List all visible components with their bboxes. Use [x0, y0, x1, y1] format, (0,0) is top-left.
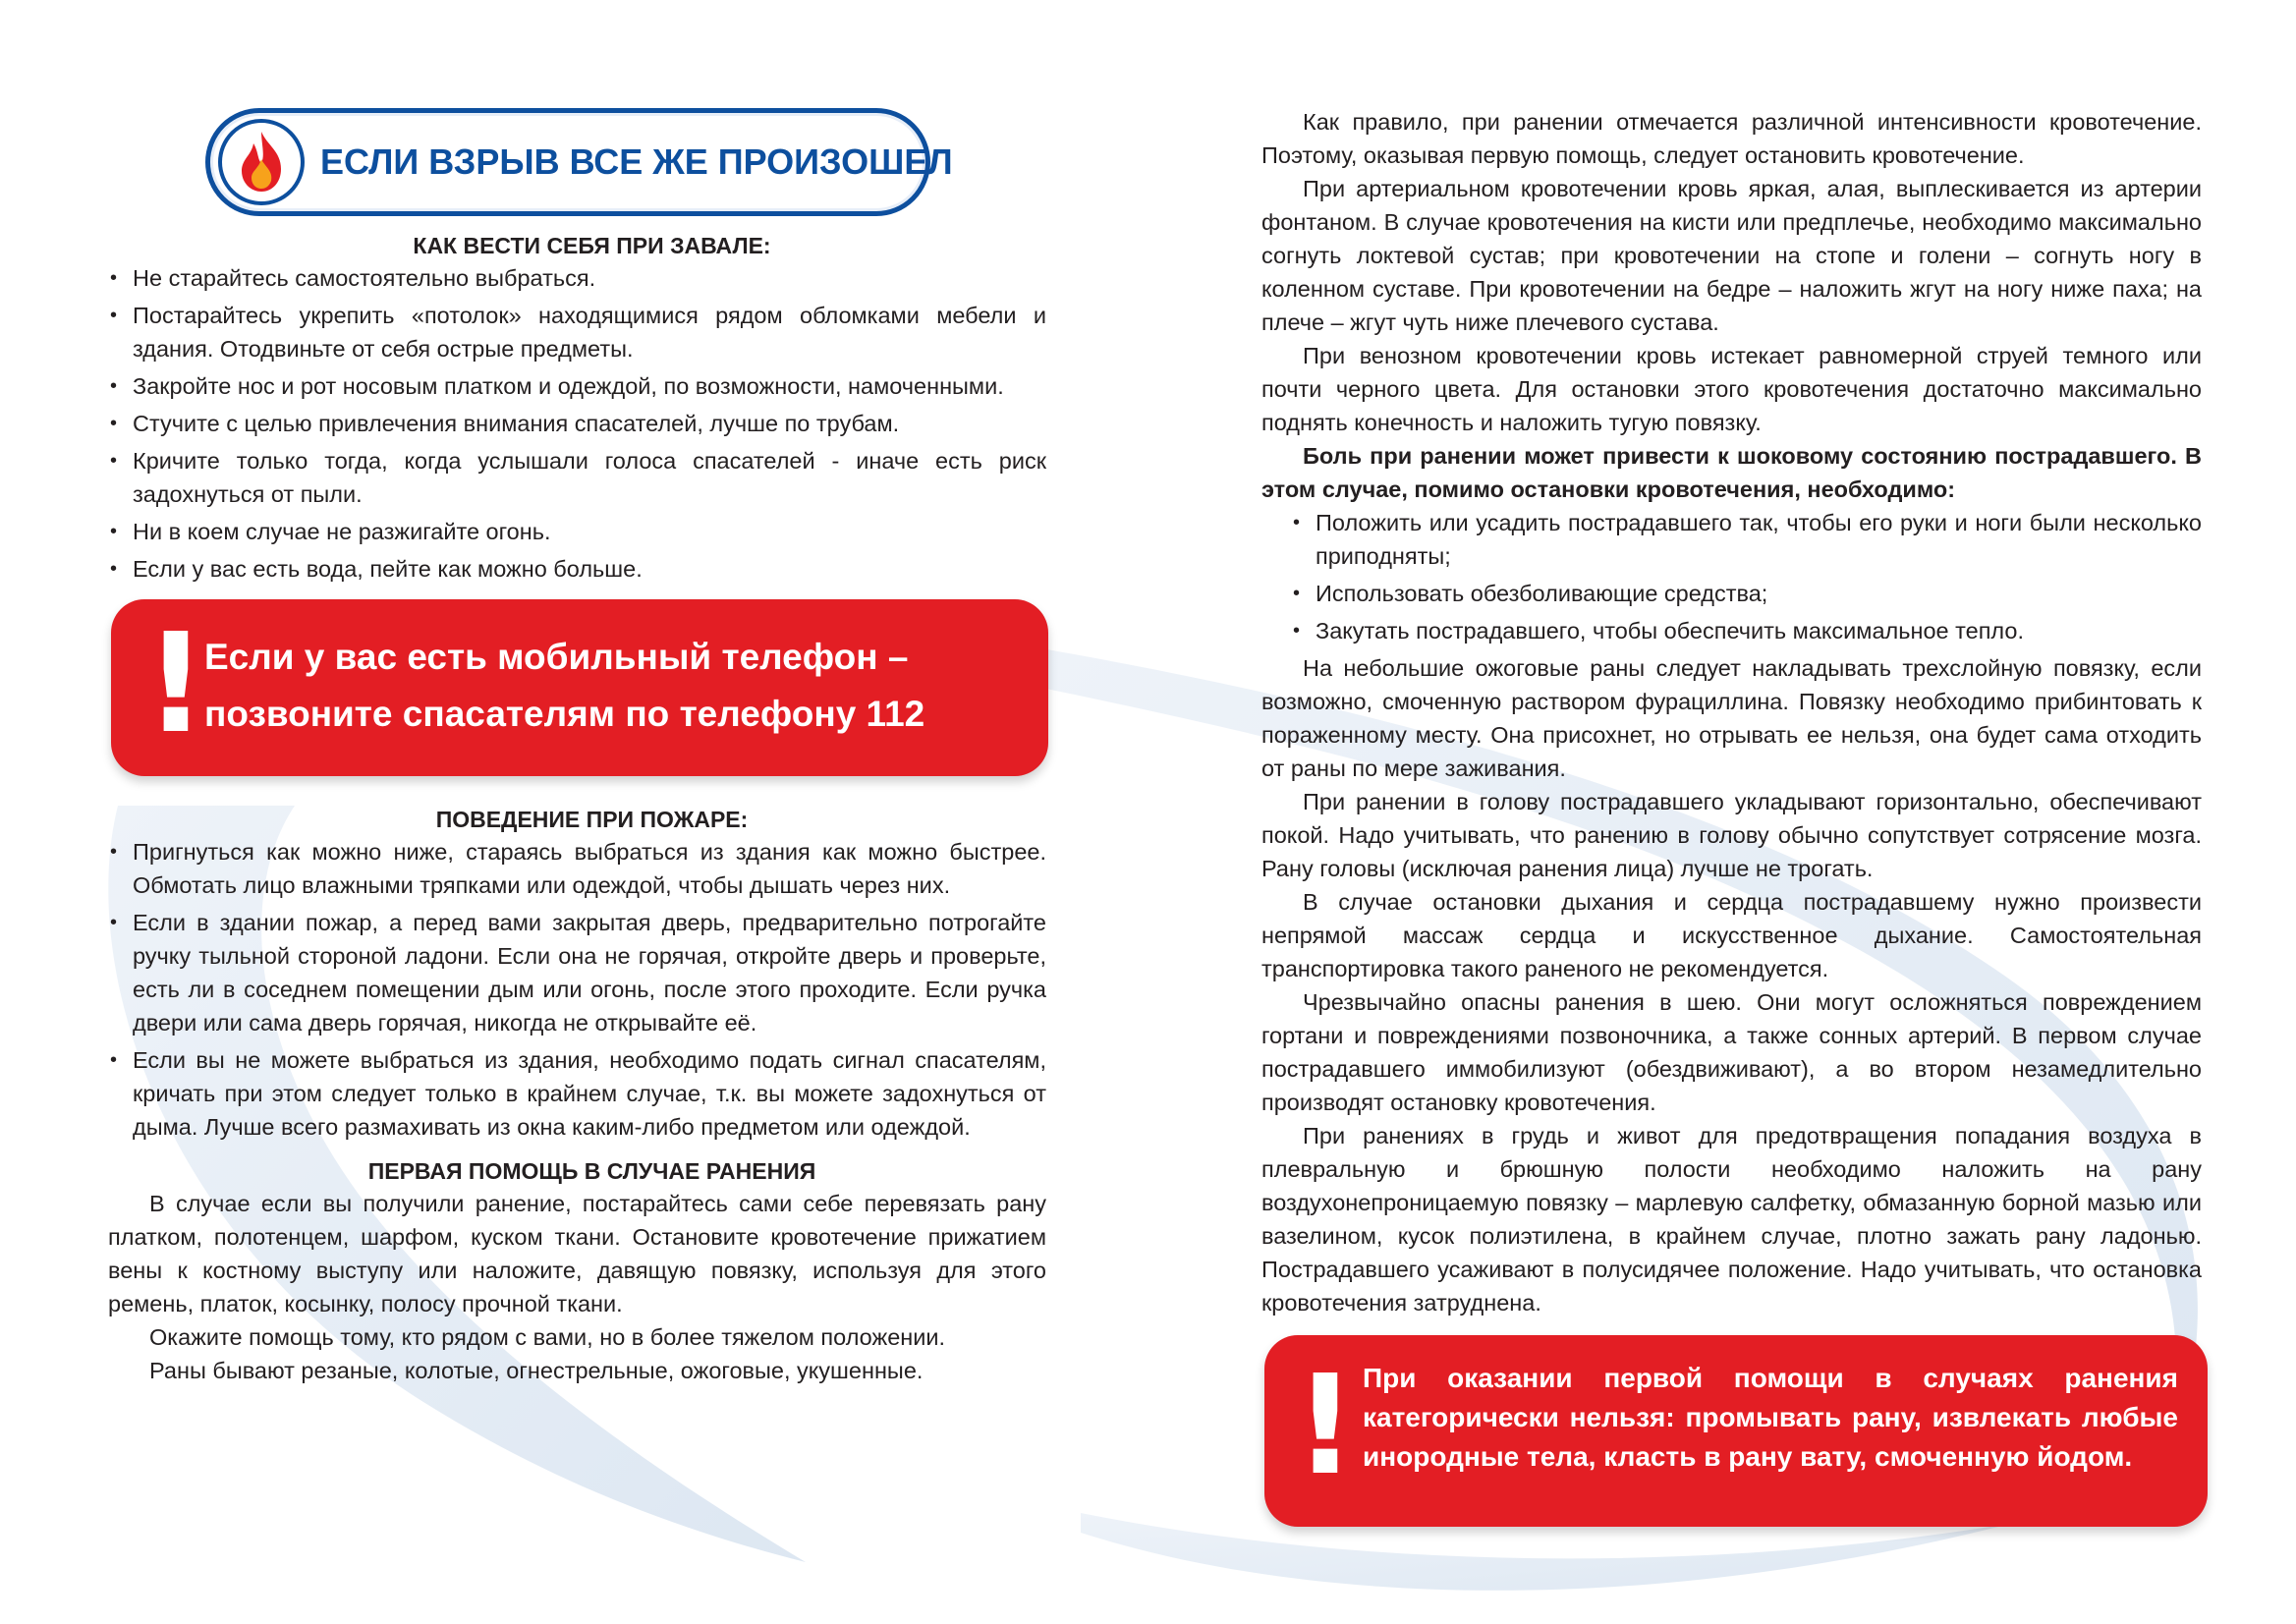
list-item: • Использовать обезболивающие средства;	[1291, 577, 2202, 610]
text-paragraph: Чрезвычайно опасны ранения в шею. Они могут осложняться повреждением гортани и повреждениями позвоночника, а также сонных артерий. В первом случае пострадавшего иммобилизуют (обездвиживают), а во втором незамедлительно производят остановку кровотечения.	[1261, 989, 2202, 1115]
list-item: • Если у вас есть вода, пейте как можно больше.	[108, 552, 1046, 586]
wound-alert-text: При оказании первой помощи в случаях ранения категорически нельзя: промывать рану, извлекать любые инородные тела, класть в рану вату, смоченную йодом.	[1363, 1363, 2178, 1472]
list-item: • Если вы не можете выбраться из здания, необходимо подать сигнал спасателям, кричать при этом следует только в крайнем случае, т.к. вы можете задохнуться от дыма. Лучше всего размахивать из окна каким-либо предметом или одеждой.	[108, 1043, 1046, 1144]
bullet-icon: •	[110, 267, 118, 289]
firstaid-paragraph: Раны бывают резаные, колотые, огнестрельные, ожоговые, укушенные.	[149, 1358, 924, 1383]
firstaid-paragraph: В случае если вы получили ранение, постарайтесь сами себе перевязать рану платком, полотенцем, шарфом, куском ткани. Остановите кровотечение прижатием вены к костному выступу или наложите, давящую повязку, используя для этого ремень, платок, косынку, полосу прочной ткани.	[108, 1191, 1046, 1316]
right-column	[1261, 105, 2202, 1527]
bullet-icon: •	[110, 305, 118, 326]
text-paragraph: В случае остановки дыхания и сердца пострадавшему нужно произвести непрямой массаж сердца и искусственное дыхание. Самостоятельная транспортировка такого раненого не рекомендуется.	[1261, 889, 2202, 981]
bullet-icon: •	[1293, 512, 1301, 533]
phone-alert-text: Если у вас есть мобильный телефон – позвоните спасателям по телефону 112	[204, 637, 925, 734]
bullet-icon: •	[1293, 620, 1301, 642]
shock-warning-paragraph: Боль при ранении может привести к шоковому состоянию пострадавшего. В этом случае, помимо остановки кровотечения, необходимо:	[1261, 443, 2202, 502]
bullet-icon: •	[110, 375, 118, 397]
bullet-icon: •	[110, 450, 118, 472]
list-item: • Пригнуться как можно ниже, стараясь выбраться из здания как можно быстрее. Обмотать лицо влажными тряпками или одеждой, чтобы дышать через них.	[108, 835, 1046, 902]
fire-list	[108, 835, 1046, 1144]
list-item: • Кричите только тогда, когда услышали голоса спасателей - иначе есть риск задохнуться от пыли.	[108, 444, 1046, 511]
list-item: • Не старайтесь самостоятельно выбраться.	[108, 261, 1046, 295]
bullet-icon: •	[110, 912, 118, 933]
list-item: • Закройте нос и рот носовым платком и одеждой, по возможности, намоченными.	[108, 369, 1046, 403]
wound-alert	[1264, 1335, 2208, 1527]
list-item: • Постарайтесь укрепить «потолок» находящимися рядом обломками мебели и здания. Отодвиньте от себя острые предметы.	[108, 299, 1046, 365]
flame-icon	[218, 119, 305, 205]
page-title: ЕСЛИ ВЗРЫВ ВСЕ ЖЕ ПРОИЗОШЕЛ	[320, 141, 953, 182]
bullet-icon: •	[110, 558, 118, 580]
firstaid-heading: ПЕРВАЯ ПОМОЩЬ В СЛУЧАЕ РАНЕНИЯ	[367, 1158, 816, 1184]
text-paragraph: При венозном кровотечении кровь истекает равномерной струей темного или почти черного цвета. Для остановки этого кровотечения достаточно максимально поднять конечность и наложить тугую повязку.	[1261, 343, 2202, 435]
bullet-icon: •	[110, 841, 118, 863]
list-item: • Положить или усадить пострадавшего так, чтобы его руки и ноги были несколько приподняты;	[1291, 506, 2202, 573]
bullet-icon: •	[1293, 583, 1301, 604]
bullet-icon: •	[110, 413, 118, 434]
fire-heading: ПОВЕДЕНИЕ ПРИ ПОЖАРЕ:	[435, 807, 749, 832]
collapse-heading: КАК ВЕСТИ СЕБЯ ПРИ ЗАВАЛЕ:	[413, 233, 771, 258]
exclamation-icon: !	[144, 604, 207, 764]
firstaid-paragraph: Окажите помощь тому, кто рядом с вами, но в более тяжелом положении.	[149, 1324, 946, 1350]
list-item: • Если в здании пожар, а перед вами закрытая дверь, предварительно потрогайте ручку тыльной стороной ладони. Если она не горячая, откройте дверь и проверьте, есть ли в соседнем помещении дым или огонь, после этого проходите. Если ручка двери или сама дверь горячая, никогда не открывайте её.	[108, 906, 1046, 1039]
bullet-icon: •	[110, 521, 118, 542]
text-paragraph: При ранениях в грудь и живот для предотвращения попадания воздуха в плевральную и брюшную полости необходимо наложить на рану воздухонепроницаемую повязку – марлевую салфетку, обмазанную борной мазью или вазелином, кусок полиэтилена, в крайнем случае, плотно зажать рану ладонью. Пострадавшего усаживают в полусидячее положение. Надо учитывать, что остановка кровотечения затруднена.	[1261, 1123, 2202, 1316]
exclamation-icon: !	[1294, 1346, 1357, 1506]
list-item: • Стучите с целью привлечения внимания спасателей, лучше по трубам.	[108, 407, 1046, 440]
list-item: • Закутать пострадавшего, чтобы обеспечить максимальное тепло.	[1291, 614, 2202, 647]
bullet-icon: •	[110, 1049, 118, 1071]
title-banner	[205, 108, 953, 216]
text-paragraph: Как правило, при ранении отмечается различной интенсивности кровотечение. Поэтому, оказывая первую помощь, следует остановить кровотечение.	[1261, 109, 2202, 168]
list-item: • Ни в коем случае не разжигайте огонь.	[108, 515, 1046, 548]
text-paragraph: При ранении в голову пострадавшего укладывают горизонтально, обеспечивают покой. Надо учитывать, что ранению в голову обычно сопутствует сотрясение мозга. Рану головы (исключая ранения лица) лучше не трогать.	[1261, 789, 2202, 881]
phone-alert	[111, 599, 1048, 776]
shock-list	[1261, 506, 2202, 647]
text-paragraph: При артериальном кровотечении кровь яркая, алая, выплескивается из артерии фонтаном. В случае кровотечения на кисти или предплечье, необходимо максимально согнуть локтевой сустав; при кровотечении на стопе и голени – согнуть ногу в коленном суставе. При кровотечении на бедре – наложить жгут на ногу ниже паха; на плече – жгут чуть ниже плечевого сустава.	[1261, 176, 2202, 335]
left-column	[108, 108, 1046, 1387]
text-paragraph: На небольшие ожоговые раны следует накладывать трехслойную повязку, если возможно, смоченную раствором фурациллина. Повязку необходимо прибинтовать к пораженному месту. Она присохнет, но отрывать ее нельзя, она будет сама отходить от раны по мере заживания.	[1261, 655, 2202, 781]
collapse-list	[108, 261, 1046, 586]
